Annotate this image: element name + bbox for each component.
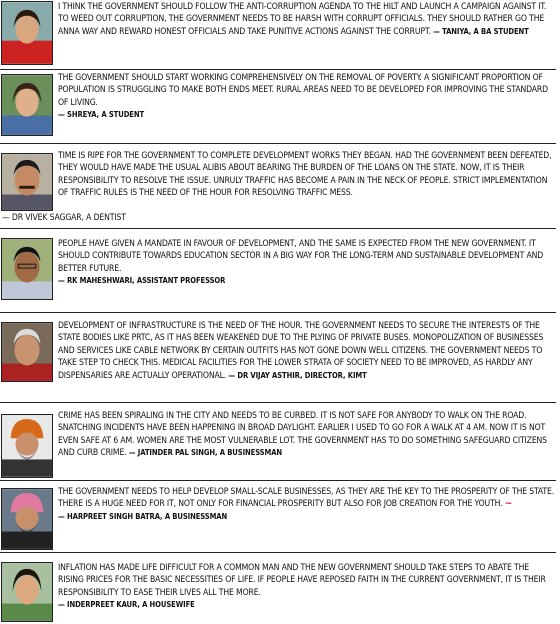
divider: [0, 143, 556, 144]
divider: [0, 228, 556, 229]
quote-text: CRIME HAS BEEN SPIRALING IN THE CITY AND NEEDS TO BE CURBED. IT IS NOT SAFE FOR ANYBODY TO WALK ON THE ROAD. SNATCHING INCIDENTS HAVE BEEN HAPPENING IN BROAD DAYLIGHT. EARLIER I USED TO GO FOR A WALK AT 4 AM. NOW IT IS NOT EVEN SAFE AT 6 AM. WOMEN ARE THE MOST VULNERABLE LOT. THE GOVERNMENT HAS TO DO SOMETHING SAFEGUARD CITIZENS AND CURB CRIME.: [58, 411, 547, 459]
opinion-text: [58, 562, 556, 612]
opinion-text: [58, 486, 556, 523]
byline: — HARPREET SINGH BATRA, A BUSINESSMAN: [58, 511, 228, 521]
quote-text: THE GOVERNMENT SHOULD START WORKING COMPREHENSIVELY ON THE REMOVAL OF POVERTY. A SIGNIFICANT PROPORTION OF POPULATION IS STRUGGLING TO MAKE BOTH ENDS MEET. RURAL AREAS NEED TO BE DEVELOPED FOR IMPROVING THE STANDARD OF LIVING.: [58, 73, 548, 108]
opinion-text: [58, 410, 556, 460]
portrait-photo: [1, 238, 53, 300]
quote-text: I THINK THE GOVERNMENT SHOULD FOLLOW THE ANTI-CORRUPTION AGENDA TO THE HILT AND LAUNCH A CAMPAIGN AGAINST IT. TO WEED OUT CORRUPTION, THE GOVERNMENT NEEDS TO BE HARSH WITH CORRUPT OFFICIALS. THEY SHOULD RATHER GO THE ANNA WAY AND REWARD HONEST OFFICIALS AND TAKE PUNITIVE ACTIONS AGAINST THE CORRUPT.: [58, 2, 547, 37]
byline-row: [2, 212, 556, 224]
divider: [0, 312, 556, 313]
byline: — SHREYA, A STUDENT: [58, 110, 145, 120]
opinion-text: [58, 238, 556, 288]
opinion-text: [58, 72, 556, 122]
divider: [0, 69, 556, 70]
divider: [0, 552, 556, 553]
byline: — TANIYA, A BA STUDENT: [433, 26, 529, 36]
quote-text: TIME IS RIPE FOR THE GOVERNMENT TO COMPLETE DEVELOPMENT WORKS THEY BEGAN. HAD THE GOVERNMENT BEEN DEFEATED, THEY WOULD HAVE MADE THE USUAL ALIBIS ABOUT BEARING THE BURDEN OF THE LOANS ON THE STATE. NOW, IT IS THEIR RESPONSIBILITY TO RESOLVE THE ISSUE. UNRULY TRAFFIC HAS BECOME A PAIN IN THE NECK OF PEOPLE. STRICT IMPLEMENTATION OF TRAFFIC RULES IS THE NEED OF THE HOUR FOR RESOLVING TRAFFIC MESS.: [58, 151, 552, 199]
portrait-photo: [1, 74, 53, 136]
portrait-photo: [1, 1, 53, 65]
quote-text: DEVELOPMENT OF INFRASTRUCTURE IS THE NEED OF THE HOUR. THE GOVERNMENT NEEDS TO SECURE THE INTERESTS OF THE STATE BODIES LIKE PRTC, AS IT HAS BEEN WEAKENED DUE TO THE PLYING OF PRIVATE BUSES. MONOPOLIZATION OF BUSINESSES AND SERVICES LIKE CABLE NETWORK BY CERTAIN OUTFITS HAS NOT GONE DOWN WELL CITIZENS. THE GOVERNMENT NEEDS TO TAKE STEP TO CHECK THIS. MEDICAL FACILITIES FOR THE LOWER STRATA OF SOCIETY NEED TO BE IMPROVED, AS HARDLY ANY DISPENSARIES ARE ACTUALLY OPERATIONAL.: [58, 321, 544, 381]
byline: — DR VIJAY ASTHIR, DIRECTOR, KIMT: [228, 370, 367, 380]
byline: — JATINDER PAL SINGH, A BUSINESSMAN: [128, 448, 283, 458]
portrait-photo: [1, 322, 53, 382]
divider: [0, 402, 556, 403]
portrait-photo: [1, 153, 53, 211]
byline: — INDERPREET KAUR, A HOUSEWIFE: [58, 600, 195, 610]
divider: [0, 480, 556, 481]
opinion-text: [58, 320, 556, 382]
annotation-mark: ~: [504, 498, 513, 510]
opinion-text: [58, 150, 556, 200]
portrait-photo: [1, 562, 53, 622]
opinion-text: [58, 1, 556, 38]
quote-text: PEOPLE HAVE GIVEN A MANDATE IN FAVOUR OF DEVELOPMENT, AND THE SAME IS EXPECTED FROM THE NEW GOVERNMENT. IT SHOULD CONTRIBUTE TOWARDS EDUCATION SECTOR IN A BIG WAY FOR THE LONG-TERM AND SUSTAINABLE DEVELOPMENT AND BETTER FUTURE.: [58, 239, 544, 274]
byline: — RK MAHESHWARI, ASSISTANT PROFESSOR: [58, 276, 226, 286]
quote-text: THE GOVERNMENT NEEDS TO HELP DEVELOP SMALL-SCALE BUSINESSES, AS THEY ARE THE KEY TO THE PROSPERITY OF THE STATE. THERE IS A HUGE NEED FOR IT, NOT ONLY FOR FINANCIAL PROSPERITY BUT ALSO FOR JOB CREATION FOR THE YOUTH.: [58, 487, 555, 510]
portrait-photo: [1, 488, 53, 550]
quote-text: INFLATION HAS MADE LIFE DIFFICULT FOR A COMMON MAN AND THE NEW GOVERNMENT SHOULD TAKE STEPS TO ABATE THE RISING PRICES FOR THE BASIC NECESSITIES OF LIFE. IF PEOPLE HAVE REPOSED FAITH IN THE CURRENT GOVERNMENT, IT IS THEIR RESPONSIBILITY TO EASE THEIR LIVES ALL THE MORE.: [58, 563, 546, 598]
byline: — DR VIVEK SAGGAR, A DENTIST: [2, 213, 126, 223]
portrait-photo: [1, 414, 53, 478]
